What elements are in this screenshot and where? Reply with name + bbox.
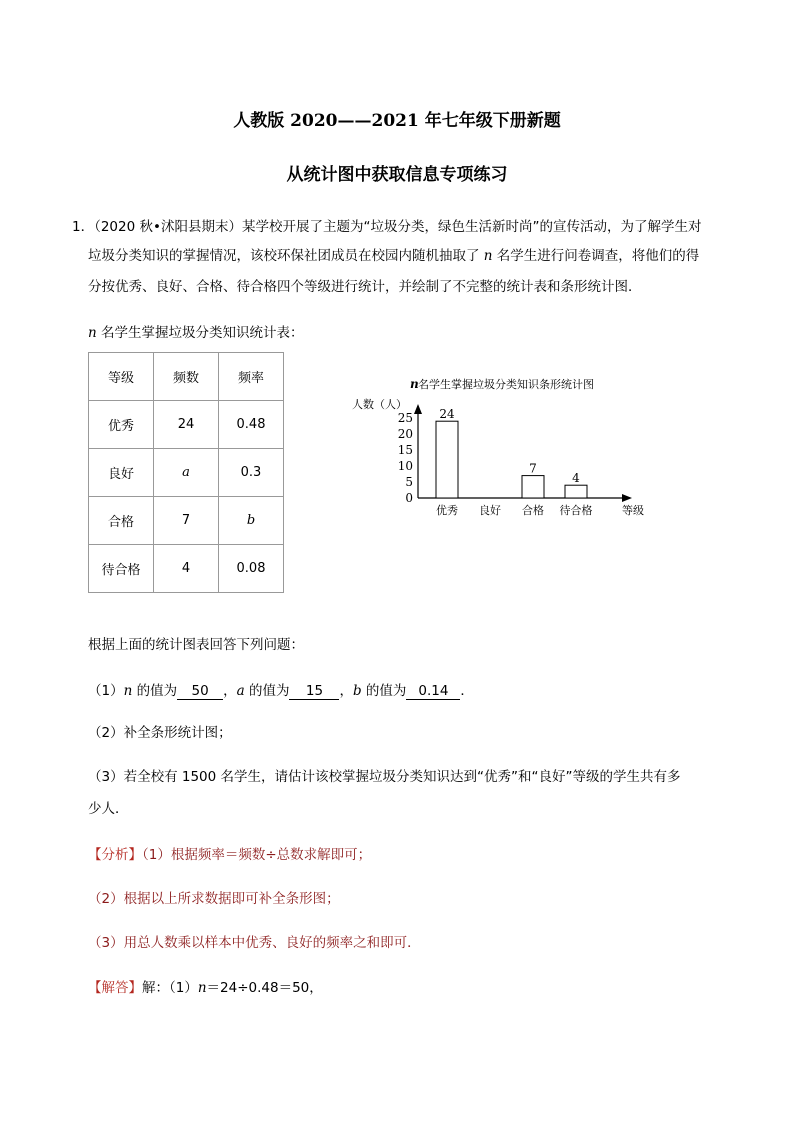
table-row [89, 497, 284, 545]
bar-chart [352, 370, 670, 530]
y-tick-label: 0 [405, 491, 413, 505]
x-tick-label: 优秀 [436, 504, 458, 517]
answer-line: 【解答】解：（1）n＝24÷0.48＝50， [88, 980, 323, 996]
stats-table [88, 352, 284, 593]
bar [565, 485, 587, 498]
question-line-3: 分按优秀、良好、合格、待合格四个等级进行统计，并绘制了不完整的统计表和条形统计图． [88, 279, 642, 295]
x-axis-arrow [622, 494, 632, 502]
analysis-line-1: 【分析】（1）根据频率＝频数÷总数求解即可； [88, 847, 372, 863]
table-cell: 良好 [89, 449, 154, 497]
table-header-cell: 频率 [219, 353, 284, 401]
table-caption: n 名学生掌握垃圾分类知识统计表： [88, 325, 304, 341]
table-cell: 合格 [89, 497, 154, 545]
y-tick-label: 25 [397, 411, 413, 425]
y-tick-label: 10 [397, 459, 413, 473]
y-tick-label: 15 [397, 443, 413, 457]
table-cell: 待合格 [89, 545, 154, 593]
page-title: 人教版 2020——2021 年七年级下册新题 [233, 111, 561, 131]
table-cell: 0.3 [219, 449, 284, 497]
part-3-line-1: （3）若全校有 1500 名学生，请估计该校掌握垃圾分类知识达到“优秀”和“良好”等级的学生共有多 [88, 769, 681, 785]
table-cell: b [219, 497, 284, 545]
table-cell: 7 [154, 497, 219, 545]
answer-tag: 【解答】 [88, 980, 142, 996]
table-header-cell: 频数 [154, 353, 219, 401]
chart-title: 名学生掌握垃圾分类知识条形统计图 [418, 378, 594, 391]
table-row [89, 401, 284, 449]
table-cell: 优秀 [89, 401, 154, 449]
table-cell: 24 [154, 401, 219, 449]
chart-title-var: n [410, 377, 419, 391]
data-label: 24 [439, 407, 455, 422]
part-2: （2）补全条形统计图； [88, 725, 232, 741]
table-cell: a [154, 449, 219, 497]
page-subtitle: 从统计图中获取信息专项练习 [286, 165, 508, 185]
y-tick-label: 20 [397, 427, 413, 441]
analysis-line-3: （3）用总人数乘以样本中优秀、良好的频率之和即可． [88, 935, 421, 951]
part-3-line-2: 少人． [88, 801, 129, 817]
table-cell: 4 [154, 545, 219, 593]
table-row [89, 545, 284, 593]
question-line-2: 垃圾分类知识的掌握情况，该校环保社团成员在校园内随机抽取了 n 名学生进行问卷调查，将他们的得 [88, 248, 700, 264]
n-answer-blank: 50 [177, 684, 223, 700]
x-axis-label: 等级 [622, 504, 644, 517]
x-tick-label: 良好 [479, 504, 501, 517]
question-source: （2020 秋•沭阳县期末） [94, 219, 242, 235]
b-answer-blank: 0.14 [406, 684, 460, 700]
x-tick-label: 待合格 [559, 504, 593, 517]
data-label: 7 [529, 461, 537, 476]
table-cell: 0.08 [219, 545, 284, 593]
table-row [89, 449, 284, 497]
question-line-1: 1．（2020 秋•沭阳县期末）某学校开展了主题为“垃圾分类，绿色生活新时尚”的宣传活动，为了解学生对 [72, 219, 702, 235]
a-answer-blank: 15 [289, 684, 339, 700]
y-axis-arrow [414, 404, 422, 414]
prompt-text: 根据上面的统计图表回答下列问题： [88, 637, 304, 653]
bar [522, 476, 544, 498]
table-header-cell: 等级 [89, 353, 154, 401]
x-tick-label: 合格 [522, 504, 544, 517]
question-number: 1． [72, 219, 95, 235]
analysis-line-2: （2）根据以上所求数据即可补全条形图； [88, 891, 340, 907]
table-cell: 0.48 [219, 401, 284, 449]
data-label: 4 [572, 471, 580, 486]
analysis-tag: 【分析】 [88, 847, 142, 863]
y-axis-label: 人数（人） [352, 398, 407, 411]
y-tick-label: 5 [405, 475, 413, 489]
bar [436, 421, 458, 498]
table-header-row [89, 353, 284, 401]
part-1: （1）n 的值为 50 ，a 的值为 15 ，b 的值为 0.14 ． [88, 683, 474, 699]
